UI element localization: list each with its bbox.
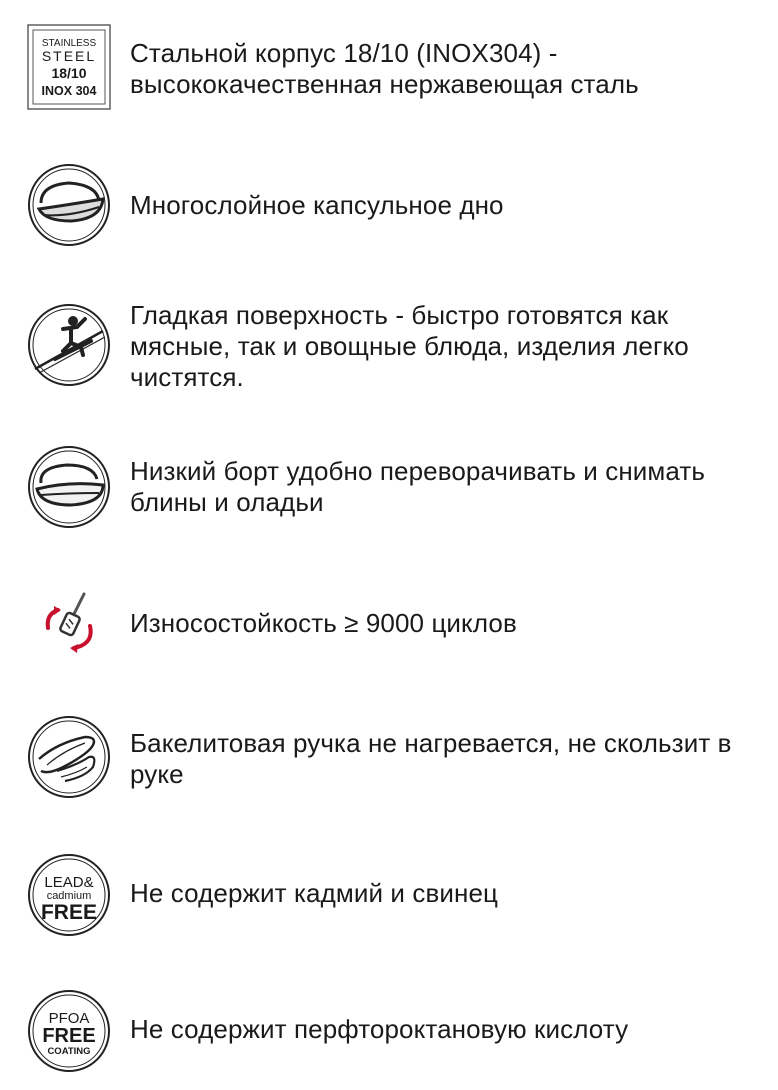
smooth-surface-icon — [27, 303, 111, 387]
feature-icon-7 — [24, 850, 114, 940]
badge-cadmium: cadmium — [46, 890, 92, 902]
feature-icon-5 — [24, 578, 114, 668]
spatula-cycle-icon — [34, 588, 104, 658]
badge-inox: INOX 304 — [41, 84, 97, 98]
badge-pfoa: PFOA — [48, 1010, 90, 1027]
badge-coating: COATING — [47, 1046, 91, 1057]
badge-pfoa-free: FREE — [42, 1025, 96, 1047]
pfoa-free-badge-icon — [27, 989, 111, 1073]
feature-text-7: Не содержит кадмий и свинец — [130, 878, 498, 908]
bakelite-handle-icon — [27, 715, 111, 799]
stainless-steel-badge-icon — [27, 24, 111, 110]
lead-cadmium-free-badge-icon — [27, 853, 111, 937]
badge-free: FREE — [40, 901, 98, 924]
feature-icon-1 — [24, 22, 114, 112]
badge-steel: STEEL — [41, 48, 97, 64]
feature-icon-3 — [24, 300, 114, 390]
low-rim-pan-icon — [27, 445, 111, 529]
feature-text-3: Гладкая поверхность - быстро готовятся как мясные, так и овощные блюда, изделия легко чистятся. — [130, 300, 689, 392]
capsule-bottom-icon — [27, 163, 111, 247]
badge-lead: LEAD& — [44, 874, 94, 891]
feature-text-2: Многослойное капсульное дно — [130, 190, 504, 220]
feature-icon-8 — [24, 986, 114, 1076]
feature-icon-6 — [24, 712, 114, 802]
feature-text-4: Низкий борт удобно переворачивать и снимать блины и оладьи — [130, 456, 706, 517]
feature-text-8: Не содержит перфтороктановую кислоту — [130, 1014, 629, 1044]
feature-icon-4 — [24, 442, 114, 532]
badge-stainless: STAINLESS — [41, 38, 97, 49]
badge-18-10: 18/10 — [51, 65, 87, 81]
feature-text-5: Износостойкость ≥ 9000 циклов — [130, 608, 517, 638]
feature-icon-2 — [24, 160, 114, 250]
feature-text-6: Бакелитовая ручка не нагревается, не скользит в руке — [130, 728, 732, 789]
feature-text-1: Стальной корпус 18/10 (INOX304) - высококачественная нержавеющая сталь — [130, 38, 639, 99]
